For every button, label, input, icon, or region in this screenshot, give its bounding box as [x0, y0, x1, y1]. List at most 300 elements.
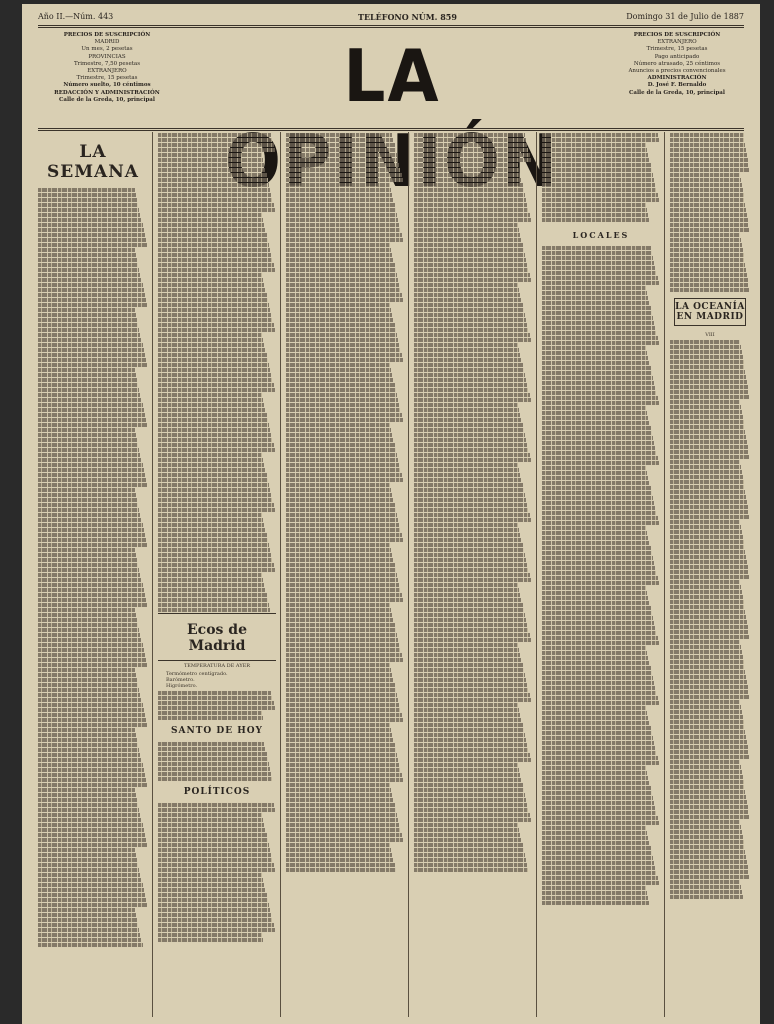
text-line: [286, 678, 393, 682]
text-line: [670, 830, 742, 834]
text-line: [414, 498, 526, 502]
text-line: [286, 688, 396, 692]
text-line: [286, 453, 397, 457]
text-line: [670, 560, 747, 564]
text-line: [286, 653, 402, 657]
text-line: [158, 253, 271, 257]
text-line: [542, 436, 653, 440]
text-line: [158, 908, 270, 912]
text-line: [414, 783, 523, 787]
text-line: [38, 403, 143, 407]
text-line: [158, 808, 275, 812]
text-line: [38, 193, 136, 197]
text-line: [158, 488, 270, 492]
text-line: [542, 791, 652, 795]
text-line: [38, 793, 136, 797]
text-line: [38, 648, 144, 652]
text-line: [670, 148, 746, 152]
text-line: [414, 168, 519, 172]
text-line: [414, 648, 519, 652]
text-line: [542, 198, 659, 202]
text-line: [158, 333, 262, 337]
text-line: [670, 163, 748, 167]
text-line: [670, 233, 740, 237]
text-line: [670, 630, 748, 634]
text-line: [286, 228, 400, 232]
newspaper-page: [22, 4, 760, 1024]
text-line: [158, 403, 264, 407]
text-line: [414, 743, 527, 747]
text-line: [158, 593, 267, 597]
text-line: [670, 400, 740, 404]
text-line: [38, 668, 135, 672]
text-line: [158, 898, 268, 902]
text-line: [670, 520, 740, 524]
text-line: [38, 718, 146, 722]
text-line: [670, 825, 741, 829]
text-line: [670, 440, 747, 444]
text-line: [286, 728, 391, 732]
text-line: [542, 421, 649, 425]
text-line: [414, 193, 525, 197]
text-line: [286, 598, 403, 602]
text-line: [286, 863, 395, 867]
text-line: [158, 923, 274, 927]
text-line: [38, 363, 147, 367]
text-line: [414, 838, 521, 842]
text-line: [670, 670, 745, 674]
text-line: [38, 898, 146, 902]
text-line: [542, 396, 658, 400]
text-line: [670, 133, 744, 137]
text-line: [286, 578, 398, 582]
text-line: [158, 213, 262, 217]
text-line: [670, 415, 743, 419]
text-line: [286, 298, 403, 302]
text-line: [158, 463, 264, 467]
text-line: [38, 428, 135, 432]
text-line: [542, 381, 654, 385]
text-line: [286, 583, 399, 587]
text-line: [158, 742, 264, 746]
text-line: [670, 223, 748, 227]
text-line: [158, 608, 270, 612]
ecos-box: [158, 613, 276, 661]
issue-date: Domingo 31 de Julio de 1887: [626, 12, 744, 21]
text-line: [38, 358, 146, 362]
text-line: [38, 198, 137, 202]
text-line: [38, 523, 143, 527]
temperature-heading: TEMPERATURA DE AYER: [183, 663, 251, 669]
text-line: [414, 188, 524, 192]
text-line: [414, 228, 519, 232]
text-line: [542, 306, 651, 310]
text-line: [670, 625, 748, 629]
text-line: [670, 490, 745, 494]
text-line: [414, 708, 519, 712]
text-line: [286, 698, 398, 702]
text-line: [542, 846, 651, 850]
text-line: [38, 498, 137, 502]
text-line: [414, 513, 530, 517]
text-line: [670, 430, 745, 434]
text-line: [414, 183, 523, 187]
text-line: [158, 711, 262, 715]
text-line: [286, 253, 392, 257]
text-line: [670, 760, 740, 764]
text-line: [542, 591, 647, 595]
text-line: [670, 550, 745, 554]
text-line: [286, 323, 395, 327]
text-line: [38, 228, 144, 232]
text-line: [158, 553, 271, 557]
text-line: [38, 518, 141, 522]
text-line: [542, 601, 649, 605]
text-line: [158, 428, 270, 432]
text-line: [414, 318, 526, 322]
text-line: [542, 481, 649, 485]
text-line: [670, 420, 744, 424]
text-line: [286, 238, 403, 242]
text-line: [38, 618, 137, 622]
text-line: [542, 666, 651, 670]
text-line: [158, 483, 269, 487]
text-line: [414, 163, 518, 167]
text-line: [38, 673, 136, 677]
text-line: [670, 355, 743, 359]
text-line: [670, 610, 745, 614]
text-line: [158, 453, 262, 457]
info-line: Anuncios a precios convencionales: [628, 68, 726, 75]
info-line: EXTRANJERO: [87, 68, 127, 75]
text-line: [670, 360, 744, 364]
text-line: [414, 813, 530, 817]
info-line: Pago anticipado: [654, 53, 700, 60]
text-line: [414, 273, 530, 277]
text-line: [414, 778, 521, 782]
text-line: [414, 788, 524, 792]
text-line: [158, 833, 267, 837]
text-line: [286, 418, 403, 422]
text-line: [542, 411, 647, 415]
text-line: [286, 328, 396, 332]
text-line: [38, 333, 140, 337]
text-line: [414, 468, 519, 472]
text-line: [38, 493, 136, 497]
text-line: [286, 243, 390, 247]
text-line: [542, 251, 652, 255]
text-line: [542, 466, 646, 470]
text-line: [542, 611, 652, 615]
text-line: [542, 376, 653, 380]
text-line: [414, 818, 531, 822]
text-line: [414, 763, 518, 767]
text-line: [286, 853, 392, 857]
text-line: [38, 513, 140, 517]
text-line: [542, 163, 651, 167]
text-line: [670, 580, 740, 584]
text-line: [414, 523, 518, 527]
text-line: [38, 313, 136, 317]
text-line: [286, 778, 403, 782]
text-line: [286, 618, 393, 622]
text-line: [670, 380, 747, 384]
text-line: [158, 408, 265, 412]
text-line: [414, 223, 518, 227]
masthead-title: LA: [343, 34, 441, 119]
text-line: [414, 768, 519, 772]
text-line: [286, 668, 391, 672]
text-line: [670, 720, 744, 724]
text-line: [414, 628, 528, 632]
text-line: [38, 433, 136, 437]
text-line: [414, 623, 527, 627]
text-line: [158, 218, 263, 222]
text-line: [38, 268, 139, 272]
text-line: [414, 833, 520, 837]
text-line: [414, 493, 525, 497]
chapter-number: VIII: [705, 332, 715, 338]
text-line: [542, 816, 658, 820]
text-line: [286, 768, 400, 772]
text-line: [414, 693, 530, 697]
text-line: [158, 828, 265, 832]
text-line: [38, 248, 135, 252]
text-line: [286, 628, 396, 632]
text-line: [414, 633, 530, 637]
text-line: [38, 818, 141, 822]
text-line: [286, 338, 398, 342]
text-line: [38, 833, 145, 837]
text-line: [414, 383, 527, 387]
text-line: [414, 298, 521, 302]
text-line: [286, 603, 390, 607]
text-line: [158, 883, 264, 887]
text-line: [542, 133, 658, 137]
text-line: [38, 373, 136, 377]
text-line: [286, 348, 400, 352]
text-line: [286, 858, 393, 862]
text-line: [286, 828, 400, 832]
text-line: [286, 518, 398, 522]
text-line: [542, 406, 646, 410]
text-line: [414, 773, 520, 777]
info-line: Número atrasado, 25 céntimos: [633, 60, 721, 67]
text-line: [158, 603, 269, 607]
text-line: [542, 761, 659, 765]
text-line: [38, 598, 146, 602]
text-line: [158, 493, 271, 497]
text-line: [670, 805, 748, 809]
text-line: [414, 218, 531, 222]
text-line: [670, 460, 740, 464]
text-line: [158, 878, 263, 882]
text-line: [414, 393, 530, 397]
text-line: [286, 848, 391, 852]
text-line: [414, 408, 519, 412]
text-line: [158, 583, 264, 587]
text-line: [414, 173, 520, 177]
text-line: [38, 548, 135, 552]
text-line: [158, 757, 268, 761]
text-line: [158, 308, 270, 312]
info-line: REDACCIÓN Y ADMINISTRACIÓN: [54, 89, 160, 96]
text-line: [414, 603, 523, 607]
text-line: [414, 503, 527, 507]
text-line: [158, 248, 270, 252]
text-line: [286, 363, 390, 367]
text-line: [158, 523, 264, 527]
text-line: [158, 338, 263, 342]
text-line: [414, 823, 518, 827]
text-line: [542, 836, 648, 840]
text-line: [286, 763, 399, 767]
text-line: [38, 223, 143, 227]
masthead-rule: [38, 128, 744, 129]
text-line: [542, 696, 658, 700]
text-line: [670, 390, 748, 394]
text-line: [38, 578, 141, 582]
text-line: [414, 148, 528, 152]
text-line: [38, 508, 139, 512]
text-line: [286, 508, 396, 512]
column-separator: [152, 132, 153, 1017]
text-line: [414, 403, 518, 407]
text-line: [38, 638, 141, 642]
text-line: [38, 633, 140, 637]
text-line: [414, 283, 518, 287]
header-rule: [38, 25, 744, 26]
text-line: [414, 848, 524, 852]
text-line: [670, 158, 748, 162]
text-line: [38, 453, 140, 457]
text-line: [414, 363, 523, 367]
text-line: [542, 521, 659, 525]
text-line: [38, 628, 139, 632]
temperature-table: [166, 671, 268, 689]
text-line: [542, 736, 653, 740]
text-line: [670, 268, 746, 272]
text-line: [158, 503, 274, 507]
text-line: [414, 248, 524, 252]
text-line: [158, 173, 267, 177]
text-line: [670, 445, 748, 449]
text-line: [38, 878, 141, 882]
text-line: [286, 198, 393, 202]
text-line: [38, 383, 138, 387]
text-line: [38, 413, 145, 417]
text-line: [38, 613, 136, 617]
text-line: [38, 853, 136, 857]
text-line: [414, 158, 531, 162]
text-line: [158, 588, 265, 592]
text-line: [158, 568, 275, 572]
text-line: [38, 213, 140, 217]
text-line: [158, 198, 272, 202]
info-line: Calle de la Greda, 10, principal: [59, 96, 155, 103]
text-line: [414, 483, 523, 487]
text-line: [38, 238, 146, 242]
text-line: [670, 735, 746, 739]
text-line: [286, 623, 395, 627]
text-line: [38, 233, 145, 237]
text-line: [38, 328, 139, 332]
text-line: [286, 743, 395, 747]
text-line: [286, 783, 390, 787]
text-line: [670, 885, 741, 889]
text-line: [158, 468, 265, 472]
text-line: [670, 650, 742, 654]
text-line: [286, 488, 391, 492]
column-separator: [536, 132, 537, 1017]
info-line: Número suelto, 10 céntimos: [63, 82, 151, 89]
text-line: [542, 261, 654, 265]
text-line: [286, 158, 398, 162]
text-line: [158, 158, 263, 162]
text-line: [158, 696, 272, 700]
text-line: [670, 815, 749, 819]
text-line: [38, 503, 138, 507]
text-line: [38, 528, 144, 532]
text-line: [542, 371, 652, 375]
text-line: [542, 821, 659, 825]
text-line: [158, 858, 272, 862]
text-line: [286, 798, 393, 802]
text-line: [158, 433, 271, 437]
text-line: [670, 405, 741, 409]
text-line: [158, 413, 267, 417]
issue-number: Año II.—Núm. 443: [38, 12, 114, 21]
text-line: [158, 458, 263, 462]
text-line: [670, 178, 741, 182]
text-line: [286, 258, 393, 262]
text-line: [542, 188, 656, 192]
text-line: [414, 423, 523, 427]
text-line: [670, 585, 741, 589]
text-line: [670, 345, 741, 349]
section-heading-semana: LA SEMANA: [47, 142, 139, 182]
text-line: [414, 748, 528, 752]
text-line: [670, 395, 749, 399]
text-line: [542, 751, 656, 755]
text-line: [38, 348, 144, 352]
text-line: [158, 348, 265, 352]
text-line: [414, 508, 528, 512]
temp-row: Higrómetro.: [166, 683, 198, 689]
text-line: [38, 683, 138, 687]
text-line: [286, 388, 396, 392]
text-line: [414, 463, 518, 467]
text-line: [286, 563, 395, 567]
text-line: [38, 288, 144, 292]
text-line: [286, 498, 393, 502]
text-line: [158, 233, 267, 237]
text-line: [542, 856, 653, 860]
text-line: [542, 811, 656, 815]
text-line: [414, 758, 531, 762]
text-line: [38, 468, 144, 472]
text-line: [158, 263, 274, 267]
text-line: [414, 618, 526, 622]
text-line: [670, 435, 746, 439]
text-line: [414, 583, 518, 587]
text-line: [670, 188, 743, 192]
text-line: [542, 831, 647, 835]
text-line: [38, 798, 137, 802]
text-line: [542, 511, 656, 515]
text-line: [542, 561, 654, 565]
text-line: [38, 923, 138, 927]
